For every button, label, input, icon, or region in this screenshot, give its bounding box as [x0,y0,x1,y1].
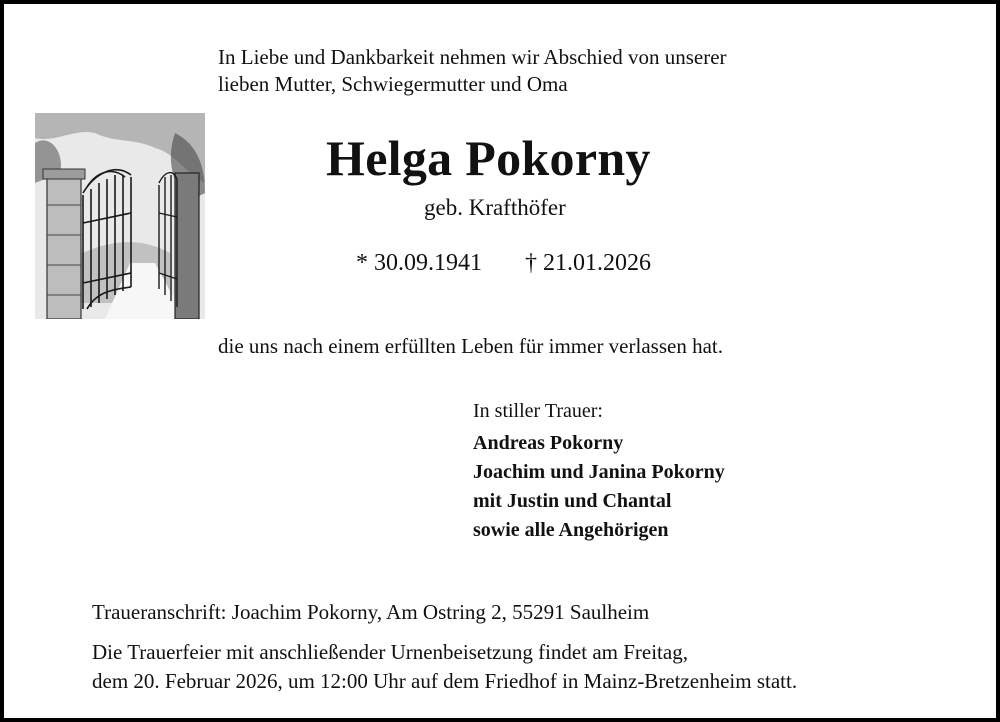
mourner-name: Joachim und Janina Pokorny [473,461,725,483]
mourning-address: Traueranschrift: Joachim Pokorny, Am Ostring 2, 55291 Saulheim [92,600,650,624]
ceremony-line: Die Trauerfeier mit anschließender Urnenbeisetzung findet am Freitag, [92,640,688,664]
mourning-intro: In stiller Trauer: [473,400,603,422]
intro-text [218,44,727,98]
maiden-name: geb. Krafthöfer [424,195,566,220]
deceased-name: Helga Pokorny [326,130,651,186]
mourner-name: sowie alle Angehörigen [473,519,669,541]
mourner-name: mit Justin und Chantal [473,490,672,512]
intro-line: In Liebe und Dankbarkeit nehmen wir Abschied von unserer [218,45,727,69]
death-date: † 21.01.2026 [525,250,651,276]
mourner-name: Andreas Pokorny [473,432,624,454]
ceremony-line: dem 20. Februar 2026, um 12:00 Uhr auf dem Friedhof in Mainz-Bretzenheim statt. [92,669,798,693]
intro-line: lieben Mutter, Schwiegermutter und Oma [218,72,568,96]
birth-date: * 30.09.1941 [356,250,482,276]
ceremony-info [92,638,797,696]
closing-text: die uns nach einem erfüllten Leben für immer verlassen hat. [218,334,723,358]
garden-gate-illustration [35,113,205,319]
mourners-list [473,429,725,545]
